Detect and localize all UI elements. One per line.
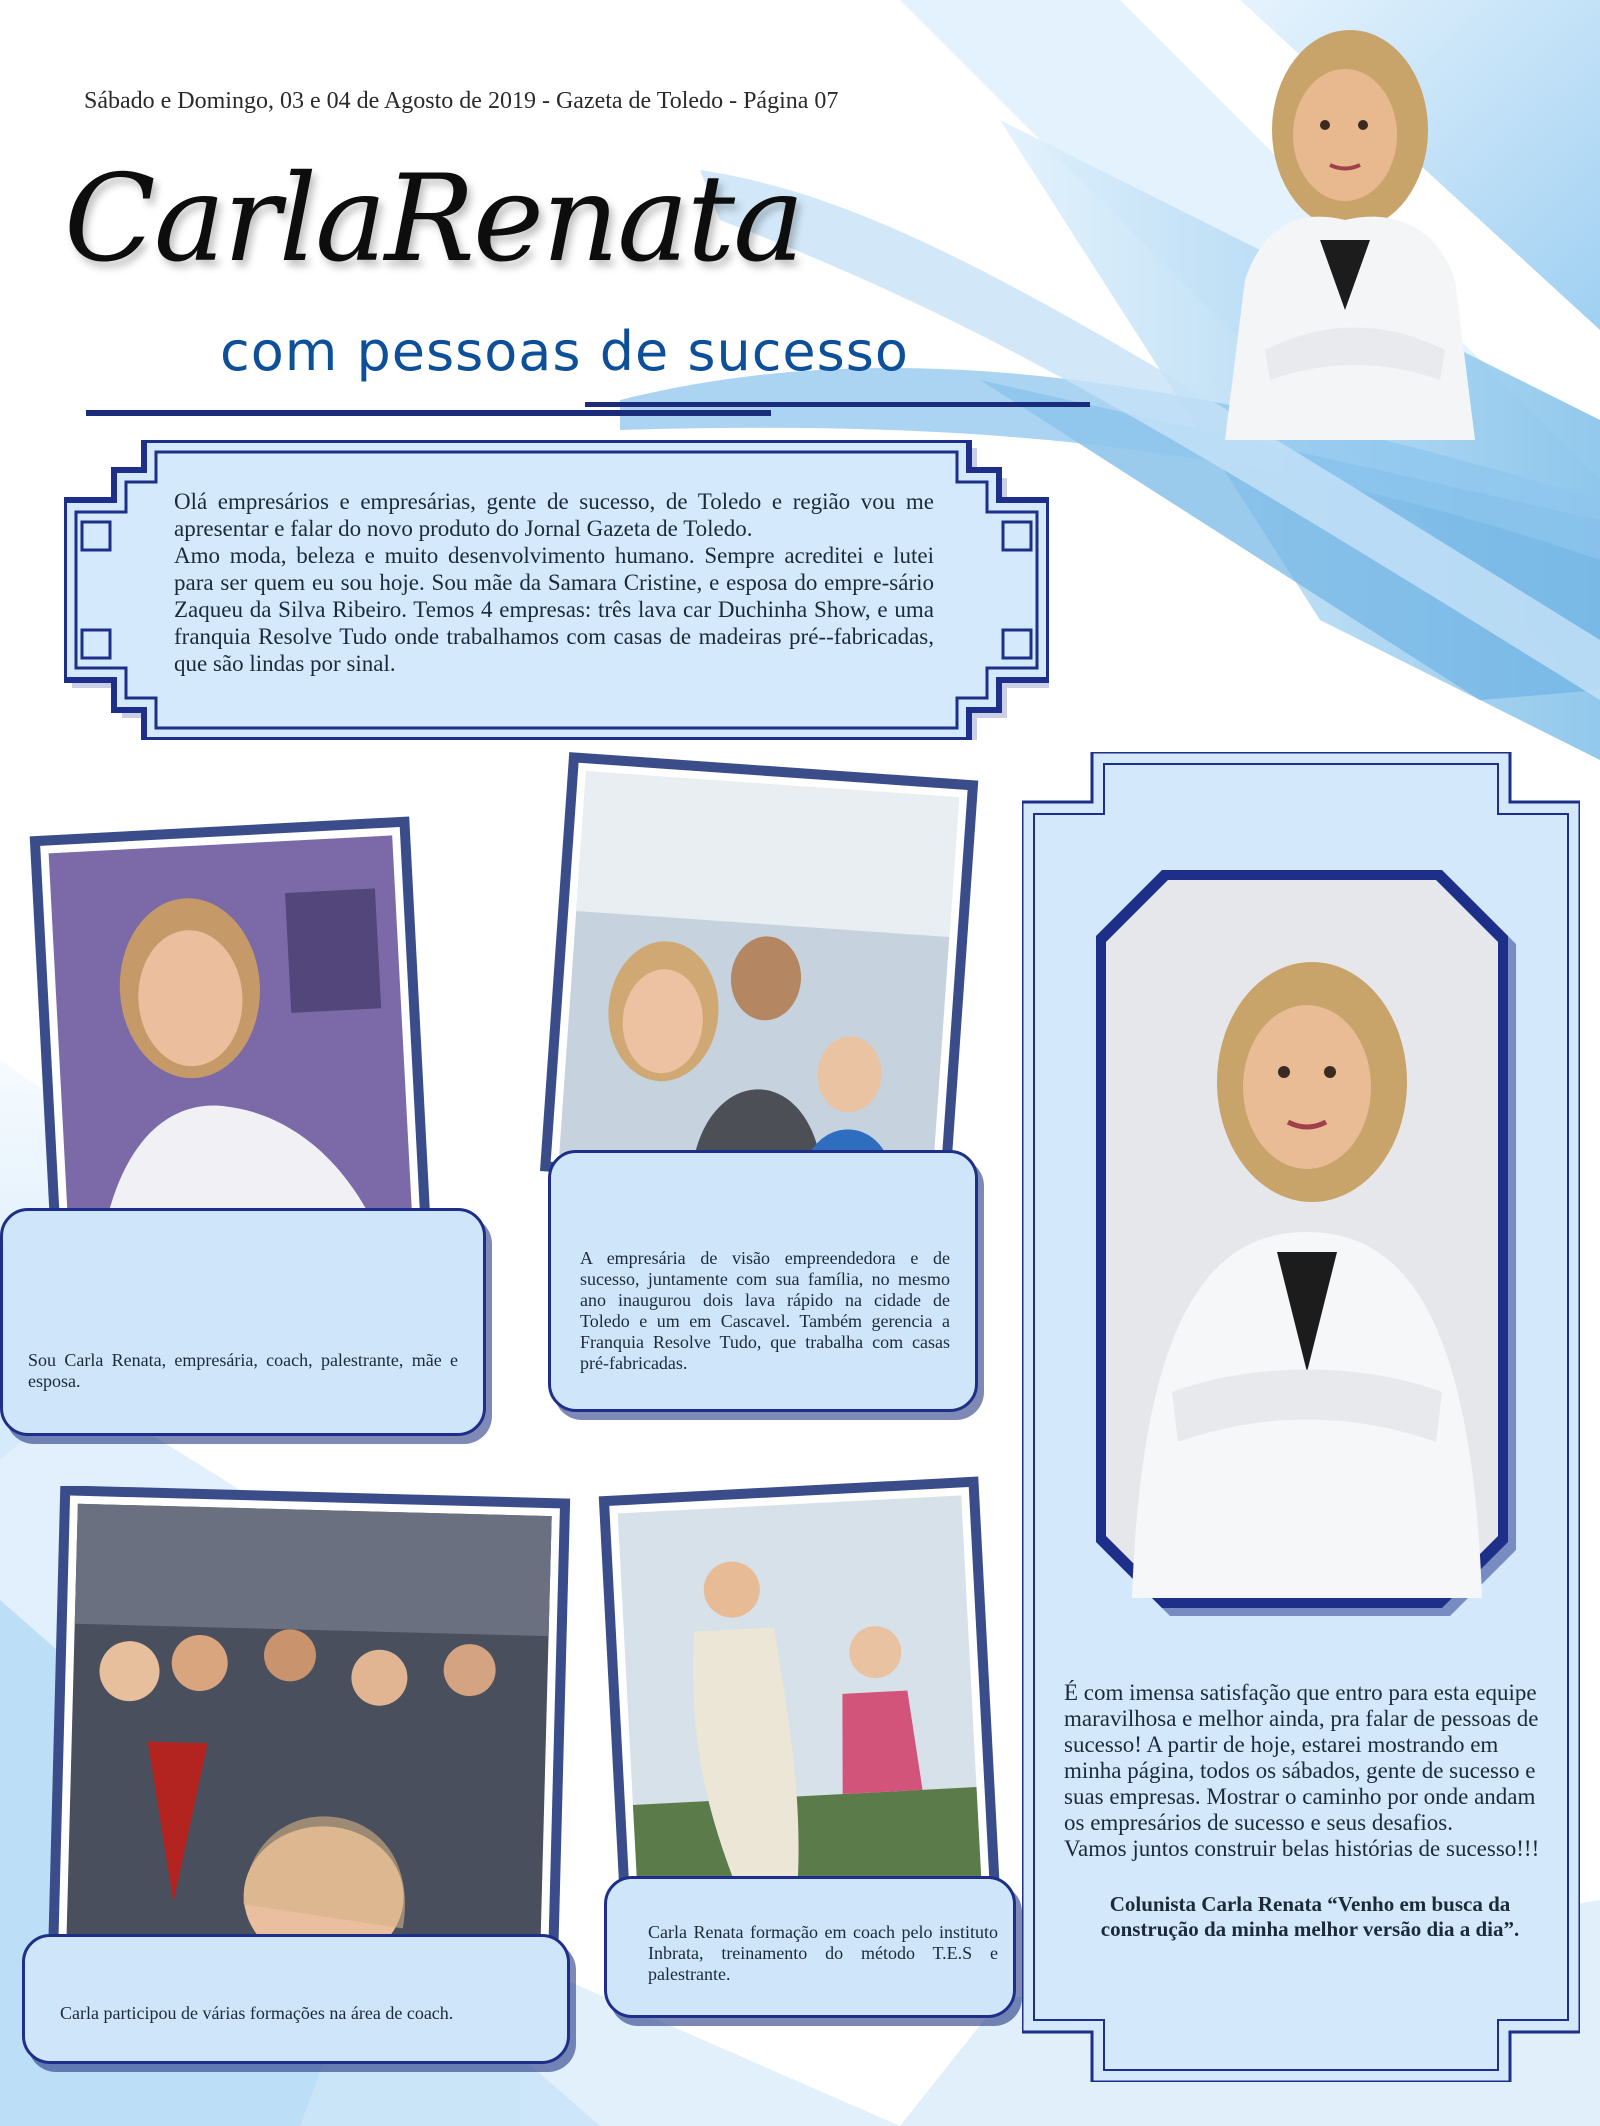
intro-paragraph-1: Olá empresários e empresárias, gente de sucesso, de Toledo e região vou me apresentar e falar do novo produto do Jornal Gazeta de Toledo. (174, 489, 934, 541)
column-panel (1022, 752, 1580, 2082)
column-body-text: É com imensa satisfação que entro para esta equipe maravilhosa e melhor ainda, pra falar de pessoas de sucesso! A partir de hoje, estarei mostrando em minha página, todos os sábados, gente de sucesso e suas empresas. Mostrar o caminho por onde andam os empresários de sucesso e seus desafios. (1064, 1680, 1539, 1835)
title-rule-upper (585, 402, 1090, 407)
dateline: Sábado e Domingo, 03 e 04 de Agosto de 2019 - Gazeta de Toledo - Página 07 (84, 88, 839, 114)
column-body (1064, 1680, 1554, 1862)
caption-box-1 (0, 1208, 486, 1436)
columnist-portrait-top (1185, 20, 1505, 440)
photo-family-waterfall (536, 748, 986, 1208)
intro-paragraph-2: Amo moda, beleza e muito desenvolvimento humano. Sempre acreditei e lutei para ser quem eu sou hoje. Sou mãe da Samara Cristine, e esposa do empre-sário Zaqueu da Silva Ribeiro. Temos 4 empresas: três lava car Duchinha Show, e uma franquia Resolve Tudo onde trabalhamos com casas de madeiras pré--fabricadas, que são lindas por sinal. (174, 543, 934, 676)
caption-box-3 (22, 1934, 570, 2064)
intro-text (174, 488, 934, 677)
caption-1: Sou Carla Renata, empresária, coach, palestrante, mãe e esposa. (28, 1350, 458, 1391)
photo-mother-daughter-running (588, 1466, 1018, 1946)
caption-4: Carla Renata formação em coach pelo instituto Inbrata, treinamento do método T.E.S e palestrante. (648, 1922, 998, 1984)
caption-2: A empresária de visão empreendedora e de sucesso, juntamente com sua família, no mesmo ano inaugurou dois lava rápido na cidade de Toledo e um em Cascavel. Também gerencia a Franquia Resolve Tudo, que trabalha com casas pré-fabricadas. (580, 1248, 950, 1373)
columnist-quote: Colunista Carla Renata “Venho em busca da construção da minha melhor versão dia a dia”. (1100, 1892, 1520, 1941)
column-closing: Vamos juntos construir belas histórias de sucesso!!! (1064, 1836, 1540, 1861)
page-title: CarlaRenata (64, 150, 803, 289)
photo-coach-training-group (48, 1486, 578, 1976)
title-rule-lower (86, 410, 771, 416)
caption-3: Carla participou de várias formações na área de coach. (60, 2003, 454, 2023)
page-subtitle: com pessoas de sucesso (220, 320, 909, 383)
